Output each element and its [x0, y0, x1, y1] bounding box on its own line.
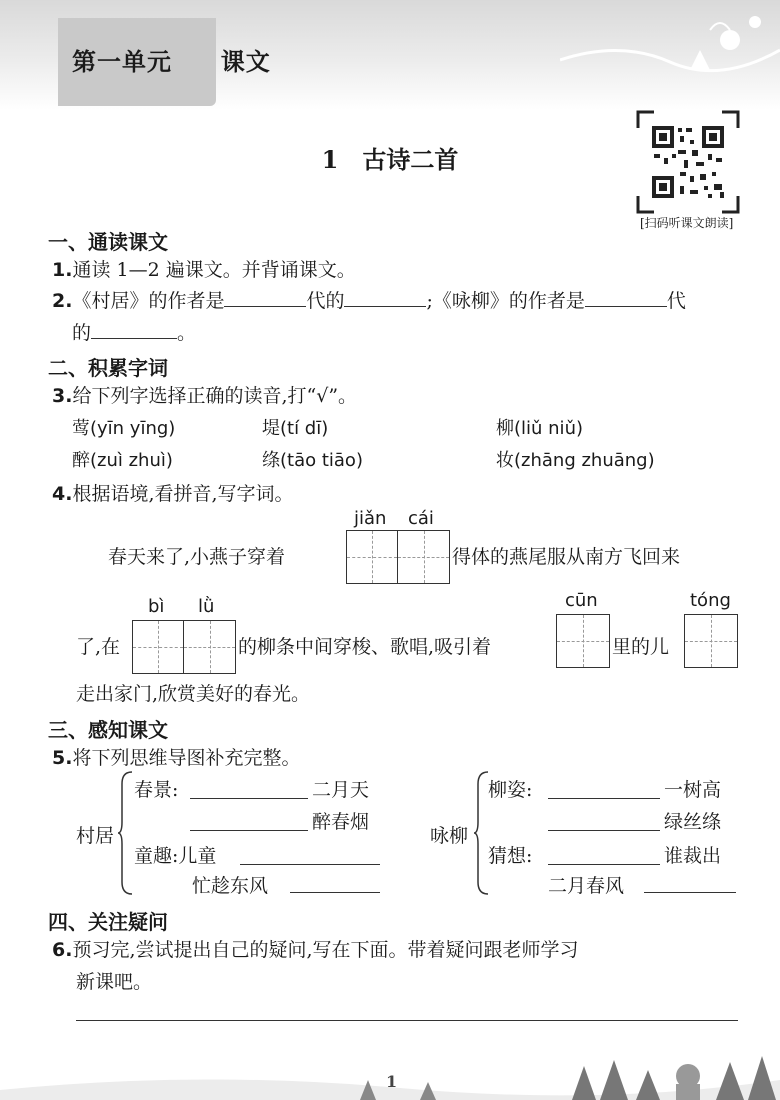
pinyin-hint: lǜ — [198, 596, 215, 617]
answer-blank[interactable] — [585, 286, 667, 307]
mindmap-text: 一树高 — [664, 779, 722, 801]
answer-blank[interactable] — [224, 286, 306, 307]
question-number: 2. — [52, 290, 73, 312]
mindmap-text: 醉春烟 — [312, 811, 370, 833]
pinyin-choice[interactable]: 柳(liǔ niǔ) — [496, 418, 583, 439]
answer-blank[interactable] — [91, 318, 177, 339]
pinyin-hint: cūn — [565, 590, 598, 611]
section-label: 课文 — [220, 48, 271, 76]
writing-cell[interactable] — [557, 615, 609, 667]
question-2 — [52, 286, 686, 315]
section-heading-1: 一、通读课文 — [48, 230, 168, 254]
answer-blank[interactable] — [190, 810, 308, 831]
lesson-title-text: 古诗二首 — [362, 145, 459, 174]
lesson-number: 1 — [321, 145, 339, 174]
question-text: 根据语境,看拼音,写字词。 — [72, 483, 294, 505]
answer-blank[interactable] — [548, 810, 660, 831]
question-number: 5. — [52, 747, 73, 769]
question-text: 将下列思维导图补充完整。 — [72, 747, 301, 769]
mindmap-root-right: 咏柳 — [430, 825, 469, 847]
writing-cell[interactable] — [184, 621, 235, 673]
question-1 — [52, 256, 356, 284]
mindmap-text: 忙趁东风 — [192, 875, 269, 897]
question-2-cont — [72, 318, 196, 347]
answer-blank[interactable] — [548, 844, 660, 865]
writing-cell[interactable] — [685, 615, 737, 667]
mindmap-root-left: 村居 — [76, 825, 115, 847]
answer-blank[interactable] — [548, 778, 660, 799]
unit-heading — [72, 42, 271, 77]
pinyin-choice[interactable]: 醉(zuì zhuì) — [72, 450, 173, 471]
question-number: 3. — [52, 385, 73, 407]
brace-left — [118, 770, 134, 896]
passage-text: 了,在 — [76, 636, 121, 658]
question-text: 代的 — [306, 290, 345, 312]
section-heading-2: 二、积累字词 — [48, 356, 168, 380]
question-number: 4. — [52, 483, 73, 505]
writing-grid[interactable] — [684, 614, 738, 668]
pinyin-hint: tóng — [690, 590, 731, 611]
passage-text: 得体的燕尾服从南方飞回来 — [452, 546, 681, 568]
question-text: 给下列字选择正确的读音,打“√”。 — [72, 385, 358, 407]
header-decoration — [560, 0, 780, 90]
question-text: 的 — [72, 322, 92, 344]
pinyin-hint: bì — [148, 596, 165, 617]
qr-code[interactable] — [636, 110, 740, 214]
writing-grid[interactable] — [556, 614, 610, 668]
answer-line[interactable] — [76, 1020, 738, 1021]
answer-blank[interactable] — [290, 872, 380, 893]
question-number: 1. — [52, 259, 73, 281]
answer-blank[interactable] — [344, 286, 426, 307]
passage-text: 的柳条中间穿梭、歌唱,吸引着 — [238, 636, 492, 658]
pinyin-hint: cái — [408, 508, 434, 529]
unit-label: 第一单元 — [72, 48, 172, 76]
writing-cell[interactable] — [133, 621, 184, 673]
mindmap-label: 春景: — [134, 779, 179, 801]
section-heading-3: 三、感知课文 — [48, 718, 168, 742]
question-6-cont: 新课吧。 — [76, 971, 153, 993]
writing-grid[interactable] — [346, 530, 450, 584]
writing-cell[interactable] — [347, 531, 398, 583]
pinyin-hint: jiǎn — [354, 508, 387, 529]
section-heading-4: 四、关注疑问 — [48, 910, 168, 934]
passage-text: 里的儿 — [612, 636, 670, 658]
question-text: 代 — [666, 290, 686, 312]
mindmap-text: 谁裁出 — [664, 845, 722, 867]
question-text: ;《咏柳》的作者是 — [426, 290, 585, 312]
question-6 — [52, 936, 579, 964]
pinyin-choice[interactable]: 妆(zhāng zhuāng) — [496, 450, 655, 471]
page-number: 1 — [386, 1072, 398, 1091]
mindmap-label: 猜想: — [488, 845, 533, 867]
mindmap-text: 二月天 — [312, 779, 370, 801]
pinyin-choice[interactable]: 绦(tāo tiāo) — [262, 450, 363, 471]
answer-blank[interactable] — [240, 844, 380, 865]
pinyin-choice[interactable]: 莺(yīn yīng) — [72, 418, 176, 439]
question-text: 预习完,尝试提出自己的疑问,写在下面。带着疑问跟老师学习 — [72, 939, 579, 961]
question-number: 6. — [52, 939, 73, 961]
passage-text: 春天来了,小燕子穿着 — [108, 546, 286, 568]
question-5 — [52, 744, 300, 772]
mindmap-label: 柳姿: — [488, 779, 533, 801]
mindmap-text: 二月春风 — [548, 875, 625, 897]
answer-blank[interactable] — [644, 872, 736, 893]
mindmap-text: 绿丝绦 — [664, 811, 722, 833]
answer-blank[interactable] — [190, 778, 308, 799]
writing-cell[interactable] — [398, 531, 449, 583]
question-text: 。 — [177, 322, 197, 344]
qr-caption: [扫码听课文朗读] — [640, 216, 734, 230]
question-text: 通读 1—2 遍课文。并背诵课文。 — [72, 259, 356, 281]
passage-text: 走出家门,欣赏美好的春光。 — [76, 683, 311, 705]
writing-grid[interactable] — [132, 620, 236, 674]
pinyin-choice[interactable]: 堤(tí dī) — [262, 418, 329, 439]
question-3 — [52, 382, 357, 410]
question-4 — [52, 480, 294, 508]
question-text: 《村居》的作者是 — [72, 290, 225, 312]
mindmap-label: 童趣:儿童 — [134, 845, 217, 867]
